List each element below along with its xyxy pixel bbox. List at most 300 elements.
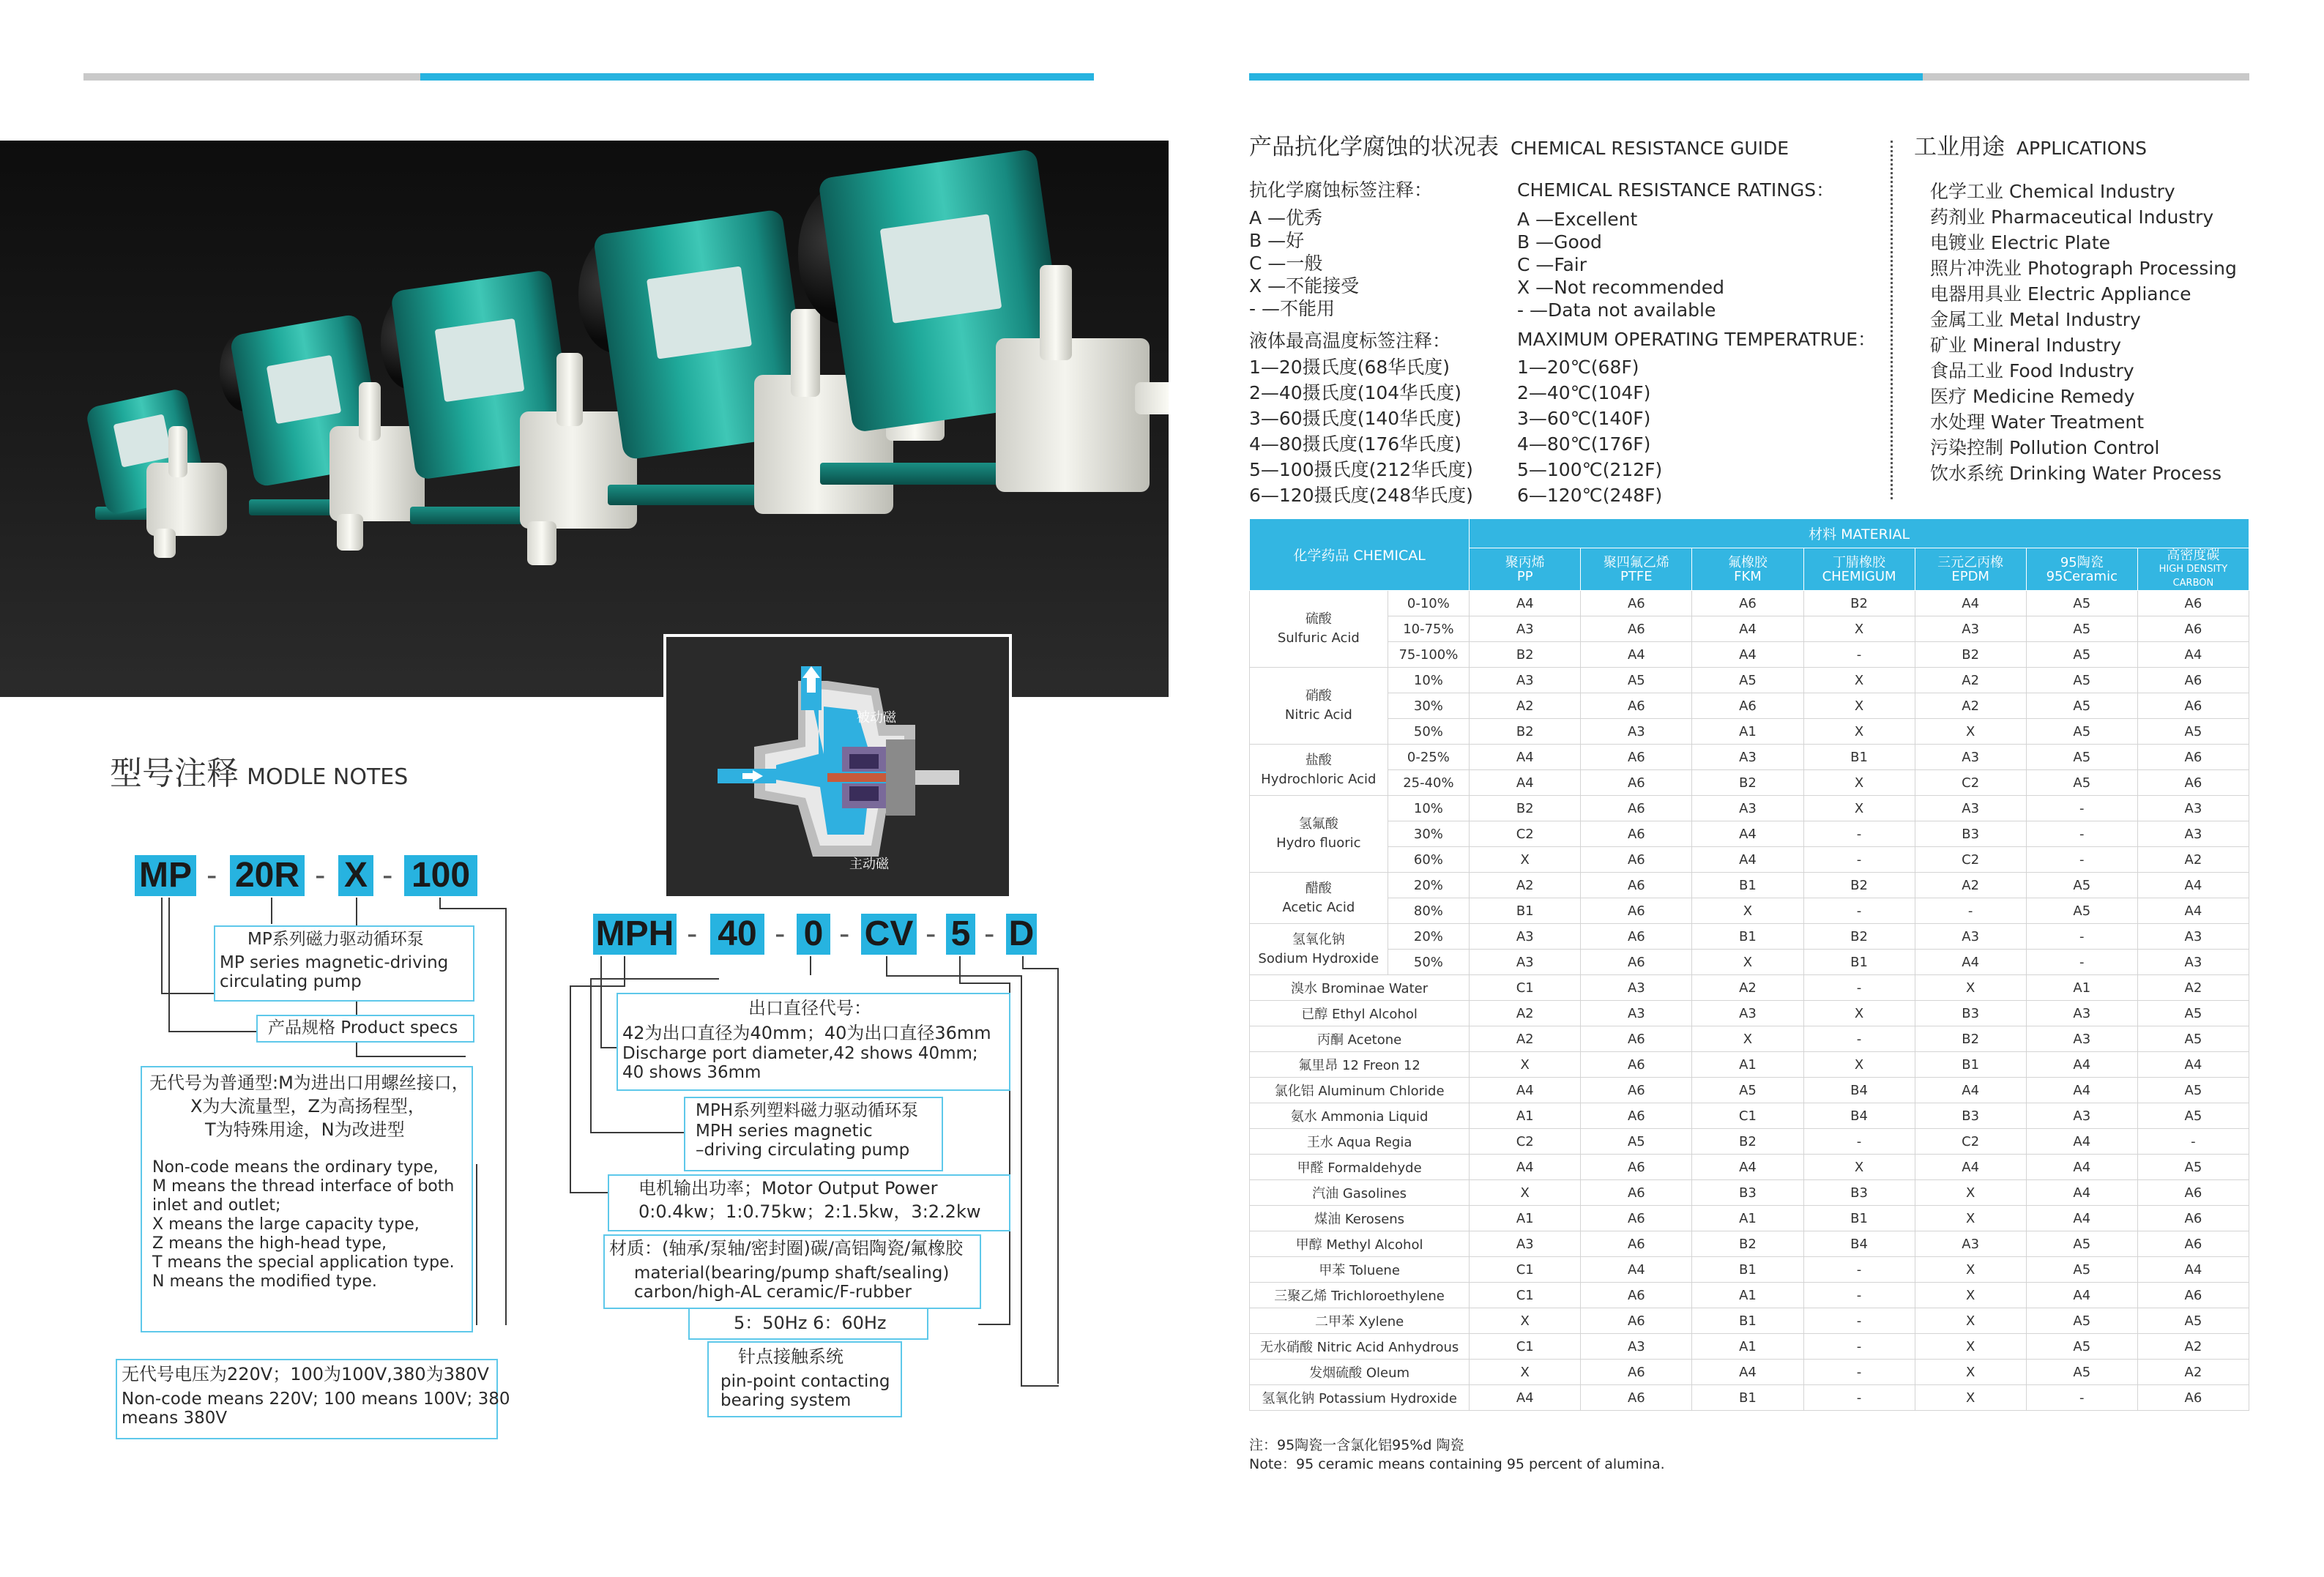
rating-cell: A6 xyxy=(1581,1026,1692,1052)
rating-cell: A2 xyxy=(1470,1026,1581,1052)
rating-cell: A3 xyxy=(1470,1231,1581,1257)
rating-cell: A6 xyxy=(1581,1231,1692,1257)
rating-cell: A6 xyxy=(1581,821,1692,847)
code-dash: - xyxy=(839,917,850,951)
rating-cell: A5 xyxy=(2026,898,2137,924)
application-item: 照片冲洗业 Photograph Processing xyxy=(1930,258,2237,279)
mp-type-en-4: X means the large capacity type, xyxy=(152,1215,420,1234)
application-item: 污染控制 Pollution Control xyxy=(1930,437,2160,458)
mp-series-cn: MP系列磁力驱动循环泵 xyxy=(247,930,424,949)
connector-line xyxy=(886,975,1021,977)
mph-material-box xyxy=(603,1234,981,1309)
application-item: 饮水系统 Drinking Water Process xyxy=(1930,463,2222,484)
table-head-material: 材料 MATERIAL xyxy=(1470,519,2249,548)
mph-power-values: 0:0.4kw；1:0.75kw；2:1.5kw，3:2.2kw xyxy=(638,1201,981,1222)
rating-cell: A6 xyxy=(1581,1206,1692,1231)
connector-line xyxy=(168,898,170,1031)
connector-line xyxy=(959,983,1009,984)
rating-cell: A4 xyxy=(1692,1360,1803,1385)
diagram-label-active-magnet: 主动磁 xyxy=(849,857,889,872)
rating-cell: A3 xyxy=(1692,1001,1803,1026)
rating-cell: A2 xyxy=(1470,693,1581,719)
rating-cell: A4 xyxy=(2026,1129,2137,1155)
rating-cell: A5 xyxy=(2026,1308,2137,1334)
rating-cell: A3 xyxy=(1581,719,1692,745)
connector-line xyxy=(570,985,571,1193)
rating-cell: X xyxy=(1915,1385,2026,1411)
application-item: 食品工业 Food Industry xyxy=(1930,360,2134,381)
temp-cn-6: 6—120摄氏度(248华氏度) xyxy=(1249,485,1473,506)
table-row xyxy=(1250,1257,2249,1283)
rating-cell: B2 xyxy=(1803,591,1915,616)
model-notes-title-en: MODLE NOTES xyxy=(247,764,409,790)
concentration-cell: 50% xyxy=(1388,719,1470,745)
chemical-name-cell: 氢氧化钠 Potassium Hydroxide xyxy=(1250,1385,1470,1411)
table-row xyxy=(1250,1180,2249,1206)
connector-line xyxy=(161,898,163,993)
rating-cell: A5 xyxy=(2026,770,2137,796)
rating-cell: A3 xyxy=(1915,745,2026,770)
rating-cell: A4 xyxy=(2026,1180,2137,1206)
rating-cell: X xyxy=(1470,847,1581,873)
rating-cell: A4 xyxy=(2026,1206,2137,1231)
table-row xyxy=(1250,1001,2249,1026)
rating-cell: B2 xyxy=(1692,1231,1803,1257)
rating-cell: X xyxy=(1915,1180,2026,1206)
chemical-name-cn: 氢氧化钠 xyxy=(1292,931,1345,947)
code-dash: - xyxy=(775,917,786,951)
temp-en-4: 4—80℃(176F) xyxy=(1517,433,1651,455)
mp-series-en-1: MP series magnetic-driving xyxy=(220,953,449,972)
rating-cell: A5 xyxy=(1692,668,1803,693)
temp-en-2: 2—40℃(104F) xyxy=(1517,382,1651,403)
rating-cell: C1 xyxy=(1470,1257,1581,1283)
rating-cell: A6 xyxy=(1581,1180,1692,1206)
rating-cell: A3 xyxy=(1915,924,2026,950)
rating-cell: C1 xyxy=(1470,975,1581,1001)
rating-cell: B2 xyxy=(1692,1129,1803,1155)
connector-line xyxy=(810,956,811,975)
rating-cell: B1 xyxy=(1470,898,1581,924)
chemical-resistance-table xyxy=(1249,518,2249,1411)
rating-cell: A2 xyxy=(1915,873,2026,898)
concentration-cell: 0-10% xyxy=(1388,591,1470,616)
connector-line xyxy=(168,1031,256,1032)
applications-title-en: APPLICATIONS xyxy=(2016,138,2148,159)
temp-en-1: 1—20℃(68F) xyxy=(1517,357,1639,378)
rating-cell: A3 xyxy=(2026,1001,2137,1026)
rating-cell: A2 xyxy=(1470,1001,1581,1026)
rating-cell: - xyxy=(1803,1129,1915,1155)
rating-cell: - xyxy=(1803,847,1915,873)
rating-cell: A3 xyxy=(2137,796,2249,821)
rating-cell: A3 xyxy=(1581,975,1692,1001)
rating-cell: X xyxy=(1803,1001,1915,1026)
rating-cell: X xyxy=(1803,693,1915,719)
rating-cell: A6 xyxy=(1581,796,1692,821)
rating-cell: A4 xyxy=(1692,642,1803,668)
mph-outlet-cn: 42为出口直径为40mm；40为出口直径36mm xyxy=(622,1023,991,1043)
rating-cell: A4 xyxy=(1470,1078,1581,1103)
chemical-name-cell xyxy=(1250,668,1388,745)
rating-cell: A6 xyxy=(2137,1283,2249,1308)
table-row xyxy=(1250,1360,2249,1385)
rating-cell: A5 xyxy=(1581,668,1692,693)
rating-cell: C2 xyxy=(1470,821,1581,847)
connector-line xyxy=(505,908,507,1325)
concentration-cell: 20% xyxy=(1388,873,1470,898)
rating-cell: B2 xyxy=(1803,924,1915,950)
connector-line xyxy=(590,1132,688,1133)
chemical-name-en: Sodium Hydroxide xyxy=(1258,950,1379,966)
rating-en-dash: - —Data not available xyxy=(1517,299,1716,321)
mph-contact-en-1: pin-point contacting xyxy=(720,1372,890,1391)
table-row xyxy=(1250,1385,2249,1411)
mph-outlet-en-1: Discharge port diameter,42 shows 40mm; xyxy=(622,1044,978,1063)
rating-cell: A6 xyxy=(1581,1308,1692,1334)
connector-line xyxy=(886,956,887,975)
mp-code-spec: 20R xyxy=(230,855,305,896)
rating-cell: X xyxy=(1915,1257,2026,1283)
connector-line xyxy=(570,1192,611,1193)
rating-cell: C2 xyxy=(1915,1129,2026,1155)
chemical-name-cell: 无水硝酸 Nitric Acid Anhydrous xyxy=(1250,1334,1470,1360)
rating-cell: A5 xyxy=(2026,745,2137,770)
rating-cell: A6 xyxy=(1581,924,1692,950)
mph-outlet-box xyxy=(617,993,1010,1091)
table-row xyxy=(1250,719,2249,745)
chemical-name-cell: 王水 Aqua Regia xyxy=(1250,1129,1470,1155)
rating-cn-dash: - —不能用 xyxy=(1249,298,1335,319)
material-col-head: 高密度碳 HIGH DENSITY CARBON xyxy=(2137,548,2249,591)
rating-cell: A3 xyxy=(1470,924,1581,950)
chemical-name-cn: 硝酸 xyxy=(1305,688,1332,704)
chemical-name-cell: 三聚乙烯 Trichloroethylene xyxy=(1250,1283,1470,1308)
rating-cell: C1 xyxy=(1470,1283,1581,1308)
rating-cell: A5 xyxy=(2137,719,2249,745)
magnetic-drive-diagram xyxy=(663,634,1012,899)
rating-cell: - xyxy=(1803,642,1915,668)
connector-line xyxy=(959,956,961,983)
rating-cell: B2 xyxy=(1692,770,1803,796)
temp-cn-4: 4—80摄氏度(176华氏度) xyxy=(1249,433,1461,455)
mph-material-en-1: material(bearing/pump shaft/sealing) xyxy=(634,1264,950,1283)
connector-line xyxy=(590,978,592,1133)
rating-cell: B1 xyxy=(1803,745,1915,770)
rating-cell: A6 xyxy=(1581,898,1692,924)
connector-line xyxy=(439,908,507,909)
chemical-name-cell: 甲醇 Methyl Alcohol xyxy=(1250,1231,1470,1257)
rating-cell: C1 xyxy=(1470,1334,1581,1360)
mp-type-cn-3: T为特殊用途，N为改进型 xyxy=(205,1119,405,1140)
rating-cell: X xyxy=(1692,898,1803,924)
concentration-cell: 80% xyxy=(1388,898,1470,924)
mph-code-contact: D xyxy=(1006,914,1037,955)
rating-cell: - xyxy=(2026,796,2137,821)
rating-cell: B1 xyxy=(1692,1308,1803,1334)
rating-cell: A5 xyxy=(2026,1257,2137,1283)
mp-type-cn-2: X为大流量型，Z为高扬程型， xyxy=(190,1096,425,1116)
application-item: 水处理 Water Treatment xyxy=(1930,411,2145,433)
chemical-name-cn: 醋酸 xyxy=(1305,880,1332,896)
rating-cell: C2 xyxy=(1915,770,2026,796)
chemical-name-en: Nitric Acid xyxy=(1284,707,1352,723)
mph-outlet-title: 出口直径代号： xyxy=(748,998,871,1018)
rating-cell: - xyxy=(1803,1283,1915,1308)
concentration-cell: 60% xyxy=(1388,847,1470,873)
temp-en-5: 5—100℃(212F) xyxy=(1517,459,1663,480)
connector-line xyxy=(1057,968,1059,1384)
rating-cell: A6 xyxy=(2137,668,2249,693)
mph-contact-cn: 针点接触系统 xyxy=(738,1346,843,1367)
rating-cell: A6 xyxy=(1581,1078,1692,1103)
table-row xyxy=(1250,1078,2249,1103)
rating-cell: A4 xyxy=(1915,950,2026,975)
rating-cell: A1 xyxy=(1692,1052,1803,1078)
rating-cell: B3 xyxy=(1803,1180,1915,1206)
rating-cell: A4 xyxy=(1692,1155,1803,1180)
mph-code-power: 0 xyxy=(797,914,830,955)
rating-cell: X xyxy=(1803,796,1915,821)
rating-cell: A5 xyxy=(2026,668,2137,693)
chemical-name-cell: 二甲苯 Xylene xyxy=(1250,1308,1470,1334)
rating-cell: A1 xyxy=(1470,1206,1581,1231)
chemical-name-cell: 氯化铝 Aluminum Chloride xyxy=(1250,1078,1470,1103)
rating-cell: A4 xyxy=(1915,1155,2026,1180)
rating-cn-a: A —优秀 xyxy=(1249,207,1323,228)
mph-series-en-2: –driving circulating pump xyxy=(696,1141,910,1160)
rating-en-a: A —Excellent xyxy=(1517,209,1638,230)
rating-cell: - xyxy=(1803,1334,1915,1360)
mph-outlet-en-2: 40 shows 36mm xyxy=(622,1063,761,1082)
rating-cell: B4 xyxy=(1803,1231,1915,1257)
model-notes-heading xyxy=(110,747,408,794)
table-row xyxy=(1250,1103,2249,1129)
rating-cell: B2 xyxy=(1915,1026,2026,1052)
connector-line xyxy=(1022,968,1059,969)
concentration-cell: 30% xyxy=(1388,821,1470,847)
rating-cell: A5 xyxy=(2137,1308,2249,1334)
rating-cell: A5 xyxy=(2026,693,2137,719)
rating-cell: A4 xyxy=(1692,616,1803,642)
rating-cell: X xyxy=(1692,950,1803,975)
mp-type-en-7: N means the modified type. xyxy=(152,1272,377,1291)
rating-cell: A4 xyxy=(2137,1052,2249,1078)
mp-series-en-2: circulating pump xyxy=(220,972,362,991)
chemical-name-en: Hydro fluoric xyxy=(1276,835,1361,851)
chemical-name-cell: 氨水 Ammonia Liquid xyxy=(1250,1103,1470,1129)
application-item: 金属工业 Metal Industry xyxy=(1930,309,2141,330)
chemical-name-cell: 溴水 Brominae Water xyxy=(1250,975,1470,1001)
rating-cell: X xyxy=(1803,1155,1915,1180)
application-item: 医疗 Medicine Remedy xyxy=(1930,386,2135,407)
rating-cell: A6 xyxy=(1581,770,1692,796)
rating-cell: A5 xyxy=(2137,1026,2249,1052)
mp-type-en-1: Non-code means the ordinary type, xyxy=(152,1158,439,1177)
table-row xyxy=(1250,745,2249,770)
rating-cell: A6 xyxy=(1581,616,1692,642)
rating-cell: - xyxy=(1803,1257,1915,1283)
rating-cell: X xyxy=(1915,1283,2026,1308)
table-row xyxy=(1250,821,2249,847)
rating-cell: A5 xyxy=(2137,1001,2249,1026)
table-head-chemical: 化学药品 CHEMICAL xyxy=(1250,519,1470,591)
rating-cell: A3 xyxy=(2026,1026,2137,1052)
chemical-name-cell: 氟里昂 12 Freon 12 xyxy=(1250,1052,1470,1078)
mp-spec-text: 产品规格 Product specs xyxy=(268,1018,458,1037)
rating-cell: B3 xyxy=(1915,821,2026,847)
rating-cell: A5 xyxy=(2026,591,2137,616)
mph-code-outlet: 40 xyxy=(710,914,764,955)
rating-cell: A6 xyxy=(2137,693,2249,719)
rating-cell: A4 xyxy=(1692,821,1803,847)
mp-voltage-en-2: means 380V xyxy=(122,1409,228,1428)
table-row xyxy=(1250,616,2249,642)
connector-line xyxy=(1021,975,1022,1387)
rating-cell: A5 xyxy=(2026,616,2137,642)
mph-series-box xyxy=(684,1097,943,1171)
connector-line xyxy=(439,898,441,909)
chemical-name-cell: 丙酮 Acetone xyxy=(1250,1026,1470,1052)
table-row xyxy=(1250,1231,2249,1257)
ratings-en-head: CHEMICAL RESISTANCE RATINGS： xyxy=(1517,179,1835,201)
table-row xyxy=(1250,770,2249,796)
rating-cell: A6 xyxy=(1581,1385,1692,1411)
rating-cell: A6 xyxy=(1581,950,1692,975)
mp-code-series: MP xyxy=(135,855,196,896)
rating-cell: A5 xyxy=(2026,873,2137,898)
rating-en-c: C —Fair xyxy=(1517,254,1587,275)
rating-cell: A2 xyxy=(2137,1334,2249,1360)
table-row xyxy=(1250,924,2249,950)
top-bar-right-blue xyxy=(1249,73,1923,81)
rating-cell: B1 xyxy=(1803,950,1915,975)
chemical-name-cell: 汽油 Gasolines xyxy=(1250,1180,1470,1206)
chemical-name-cn: 氢氟酸 xyxy=(1298,816,1338,832)
mp-type-cn-1: 无代号为普通型:M为进出口用螺丝接口， xyxy=(149,1073,469,1093)
rating-cell: X xyxy=(1915,1308,2026,1334)
rating-cell: A2 xyxy=(1915,693,2026,719)
mp-type-box xyxy=(141,1066,473,1332)
table-row xyxy=(1250,642,2249,668)
rating-cell: A2 xyxy=(2137,975,2249,1001)
chemical-name-cell: 煤油 Kerosens xyxy=(1250,1206,1470,1231)
rating-cell: A6 xyxy=(1581,1103,1692,1129)
rating-cell: X xyxy=(1915,1206,2026,1231)
mp-voltage-cn: 无代号电压为220V；100为100V,380为380V xyxy=(122,1364,489,1384)
rating-cell: B3 xyxy=(1915,1103,2026,1129)
table-row xyxy=(1250,1155,2249,1180)
table-row xyxy=(1250,693,2249,719)
chemical-name-cell: 甲苯 Toluene xyxy=(1250,1257,1470,1283)
rating-cell: A3 xyxy=(1692,796,1803,821)
connector-line xyxy=(476,1164,477,1325)
rating-cell: A1 xyxy=(2026,975,2137,1001)
temp-cn-1: 1—20摄氏度(68华氏度) xyxy=(1249,357,1450,378)
mph-contact-box xyxy=(707,1341,902,1417)
applications-heading xyxy=(1914,136,2147,160)
chemical-guide-title-en: CHEMICAL RESISTANCE GUIDE xyxy=(1510,138,1789,159)
rating-cell: A3 xyxy=(1915,1231,2026,1257)
table-row xyxy=(1250,591,2249,616)
rating-cell: A5 xyxy=(2137,1155,2249,1180)
application-item: 药剂业 Pharmaceutical Industry xyxy=(1930,206,2214,228)
rating-cell: A5 xyxy=(1692,1078,1803,1103)
rating-cell: B4 xyxy=(1803,1103,1915,1129)
mph-power-title: 电机输出功率；Motor Output Power xyxy=(638,1178,938,1198)
rating-cell: A4 xyxy=(2026,1155,2137,1180)
mp-code-voltage: 100 xyxy=(404,855,477,896)
mp-type-en-6: T means the special application type. xyxy=(152,1253,455,1272)
rating-cell: A6 xyxy=(1581,1360,1692,1385)
table-row xyxy=(1250,796,2249,821)
rating-cell: - xyxy=(1803,975,1915,1001)
mph-contact-en-2: bearing system xyxy=(720,1391,852,1410)
temp-cn-5: 5—100摄氏度(212华氏度) xyxy=(1249,459,1473,480)
concentration-cell: 10% xyxy=(1388,796,1470,821)
applications-title-cn: 工业用途 xyxy=(1914,134,2005,160)
rating-cell: C2 xyxy=(1915,847,2026,873)
rating-cell: A2 xyxy=(1470,873,1581,898)
rating-cn-c: C —一般 xyxy=(1249,253,1323,274)
rating-cell: A3 xyxy=(1581,1001,1692,1026)
rating-cell: A3 xyxy=(1915,796,2026,821)
connector-line xyxy=(1022,1385,1059,1387)
rating-cell: A4 xyxy=(2137,898,2249,924)
concentration-cell: 0-25% xyxy=(1388,745,1470,770)
mp-type-en-3: inlet and outlet; xyxy=(152,1196,281,1215)
rating-cn-x: X —不能接受 xyxy=(1249,275,1360,297)
table-row xyxy=(1250,898,2249,924)
code-dash: - xyxy=(984,917,995,951)
connector-line xyxy=(271,898,272,924)
mph-code-series: MPH xyxy=(593,914,677,955)
mph-series-cn: MPH系列塑料磁力驱动循环泵 xyxy=(696,1101,919,1120)
connector-line xyxy=(624,956,625,987)
rating-cell: A3 xyxy=(2137,950,2249,975)
mp-type-en-5: Z means the high-head type, xyxy=(152,1234,387,1253)
material-col-head: 三元乙丙橡 EPDM xyxy=(1915,548,2026,591)
rating-cell: A3 xyxy=(1581,1334,1692,1360)
table-row xyxy=(1250,950,2249,975)
mp-spec-box xyxy=(256,1015,474,1043)
rating-cell: A5 xyxy=(2026,1231,2137,1257)
rating-cell: - xyxy=(1803,1308,1915,1334)
rating-cn-b: B —好 xyxy=(1249,230,1305,251)
rating-cell: A5 xyxy=(2026,642,2137,668)
diagram-label-passive-magnet: 被动磁 xyxy=(857,710,896,726)
rating-cell: A3 xyxy=(1470,668,1581,693)
rating-cell: A2 xyxy=(2137,847,2249,873)
temp-en-6: 6—120℃(248F) xyxy=(1517,485,1663,506)
chemical-name-cell: 已醇 Ethyl Alcohol xyxy=(1250,1001,1470,1026)
chemical-name-en: Sulfuric Acid xyxy=(1277,630,1360,646)
rating-cell: A5 xyxy=(2137,1078,2249,1103)
top-bar-left-blue xyxy=(420,73,1094,81)
chemical-name-en: Hydrochloric Acid xyxy=(1261,771,1377,787)
rating-cell: A4 xyxy=(2026,1283,2137,1308)
chemical-name-en: Acetic Acid xyxy=(1282,899,1355,915)
rating-cell: B1 xyxy=(1692,1385,1803,1411)
mp-voltage-en-1: Non-code means 220V; 100 means 100V; 380 xyxy=(122,1390,510,1409)
rating-cell: A6 xyxy=(2137,1206,2249,1231)
rating-cell: A4 xyxy=(1915,591,2026,616)
rating-cell: B3 xyxy=(1915,1001,2026,1026)
table-row xyxy=(1250,1308,2249,1334)
rating-cell: A4 xyxy=(1470,1155,1581,1180)
table-row xyxy=(1250,975,2249,1001)
top-bar-right-grey xyxy=(1923,73,2249,81)
